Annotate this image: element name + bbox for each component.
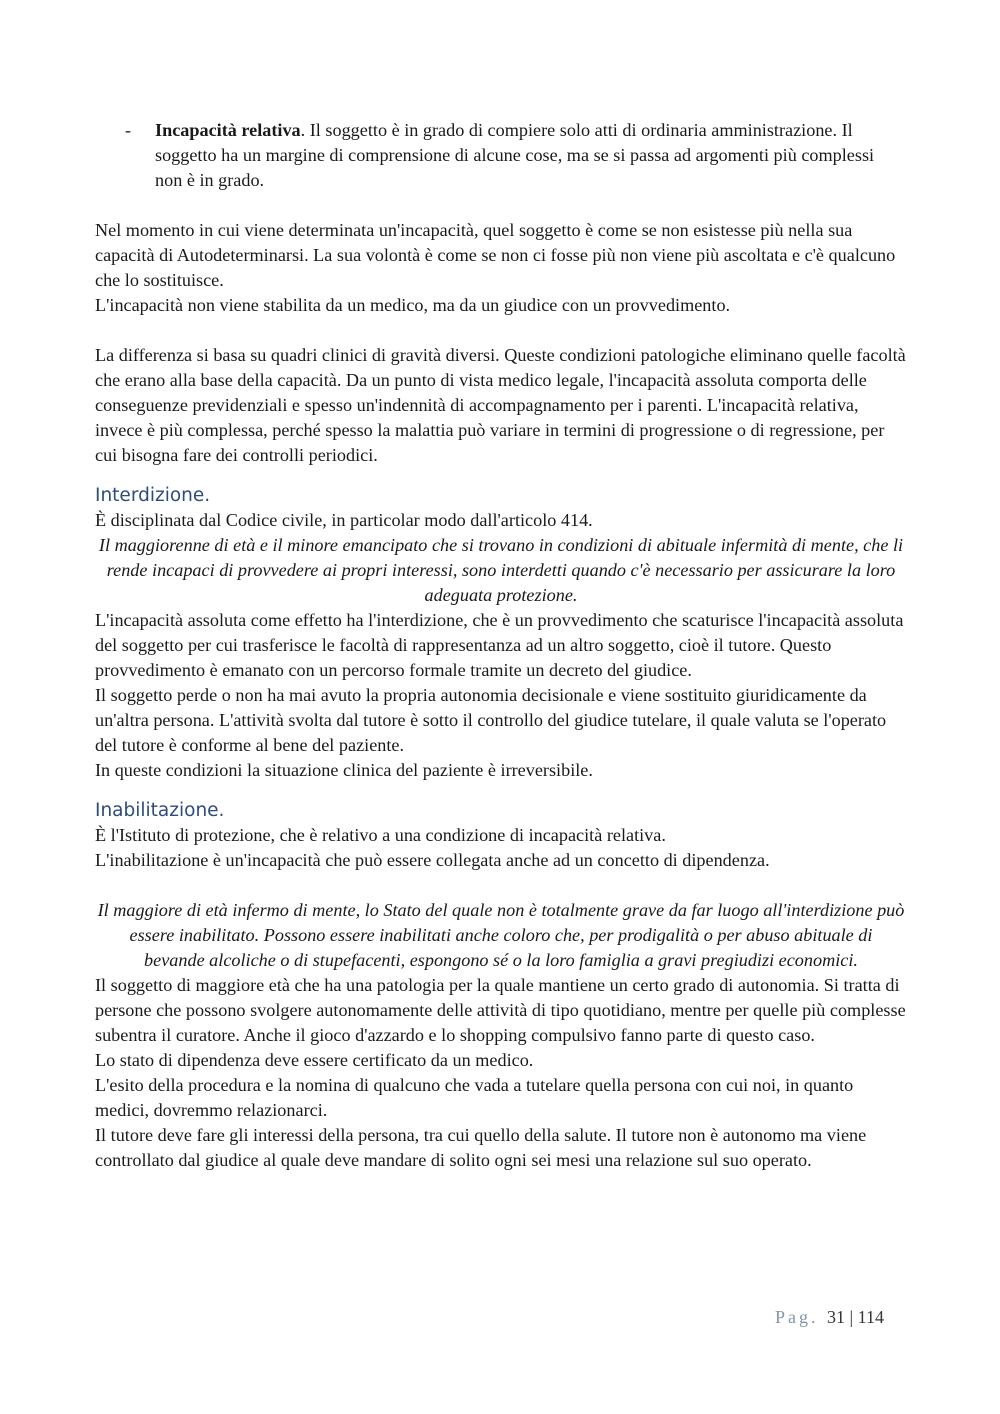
paragraph: In queste condizioni la situazione clinica del paziente è irreversibile. bbox=[95, 760, 593, 780]
legal-quote: Il maggiore di età infermo di mente, lo Stato del quale non è totalmente grave da far luogo all'interdizione può essere inabilitato. Possono essere inabilitati anche coloro che, per prodigalità o per abuso abituale di bevande alcoliche o di stupefacenti, espongono sé o la loro famiglia a gravi pregiudizi economici. bbox=[97, 900, 905, 970]
page-label: Pag. bbox=[775, 1307, 819, 1327]
paragraph: Il soggetto perde o non ha mai avuto la propria autonomia decisionale e viene sostituito giuridicamente da un'altra persona. L'attività svolta dal tutore è sotto il controllo del giudice tutelare, il quale valuta se l'operato del tutore è conforme al bene del paziente. bbox=[95, 685, 887, 755]
bullet-dash: - bbox=[125, 120, 132, 140]
bullet-text bbox=[155, 118, 907, 193]
section-heading-interdizione: Interdizione. bbox=[95, 485, 211, 506]
list-item bbox=[95, 118, 907, 193]
legal-quote: Il maggiorenne di età e il minore emancipato che si trovano in condizioni di abituale infermità di mente, che li rende incapaci di provvedere ai propri interessi, sono interdetti quando c'è necessario per assicurare la loro adeguata protezione. bbox=[98, 535, 904, 605]
paragraph: Il tutore deve fare gli interessi della persona, tra cui quello della salute. Il tutore non è autonomo ma viene controllato dal giudice al quale deve mandare di solito ogni sei mesi una relazione sul suo operato. bbox=[95, 1125, 867, 1170]
paragraph: È l'Istituto di protezione, che è relativo a una condizione di incapacità relativa. bbox=[95, 825, 666, 845]
paragraph: È disciplinata dal Codice civile, in particolar modo dall'articolo 414. bbox=[95, 510, 593, 530]
paragraph: La differenza si basa su quadri clinici di gravità diversi. Queste condizioni patologiche eliminano quelle facoltà che erano alla base della capacità. Da un punto di vista medico legale, l'incapacità assoluta comporta delle conseguenze previdenziali e spesso un'indennità di accompagnamento per i parenti. L'incapacità relativa, invece è più complessa, perché spesso la malattia può variare in termini di progressione o di regressione, per cui bisogna fare dei controlli periodici. bbox=[95, 345, 906, 465]
page-footer bbox=[600, 1307, 884, 1328]
paragraph: L'inabilitazione è un'incapacità che può essere collegata anche ad un concetto di dipendenza. bbox=[95, 850, 770, 870]
paragraph: Lo stato di dipendenza deve essere certificato da un medico. bbox=[95, 1050, 534, 1070]
paragraph: L'esito della procedura e la nomina di qualcuno che vada a tutelare quella persona con cui noi, in quanto medici, dovremmo relazionarci. bbox=[95, 1075, 854, 1120]
paragraph: L'incapacità non viene stabilita da un medico, ma da un giudice con un provvedimento. bbox=[95, 295, 731, 315]
bullet-title: Incapacità relativa bbox=[155, 120, 301, 140]
section-heading-inabilitazione: Inabilitazione. bbox=[95, 800, 225, 821]
paragraph: Nel momento in cui viene determinata un'incapacità, quel soggetto è come se non esistesse più nella sua capacità di Autodeterminarsi. La sua volontà è come se non ci fosse più non viene più ascoltata e c'è qualcuno che lo sostituisce. bbox=[95, 220, 896, 290]
paragraph: L'incapacità assoluta come effetto ha l'interdizione, che è un provvedimento che scaturisce l'incapacità assoluta del soggetto per cui trasferisce le facoltà di rappresentanza ad un altro soggetto, cioè il tutore. Questo provvedimento è emanato con un percorso formale tramite un decreto del giudice. bbox=[95, 610, 904, 680]
bullet-body: . Il soggetto è in grado di compiere solo atti di ordinaria amministrazione. Il soggetto ha un margine di comprensione di alcune cose, ma se si passa ad argomenti più complessi non è in grado. bbox=[155, 120, 875, 190]
page-content bbox=[95, 118, 907, 1173]
paragraph: Il soggetto di maggiore età che ha una patologia per la quale mantiene un certo grado di autonomia. Si tratta di persone che possono svolgere autonomamente delle attività di tipo quotidiano, mentre per quelle più complesse subentra il curatore. Anche il gioco d'azzardo e lo shopping compulsivo fanno parte di questo caso. bbox=[95, 975, 906, 1045]
page-total: 114 bbox=[857, 1307, 884, 1327]
page-number: 31 bbox=[827, 1307, 846, 1327]
page-separator: | bbox=[849, 1307, 854, 1327]
